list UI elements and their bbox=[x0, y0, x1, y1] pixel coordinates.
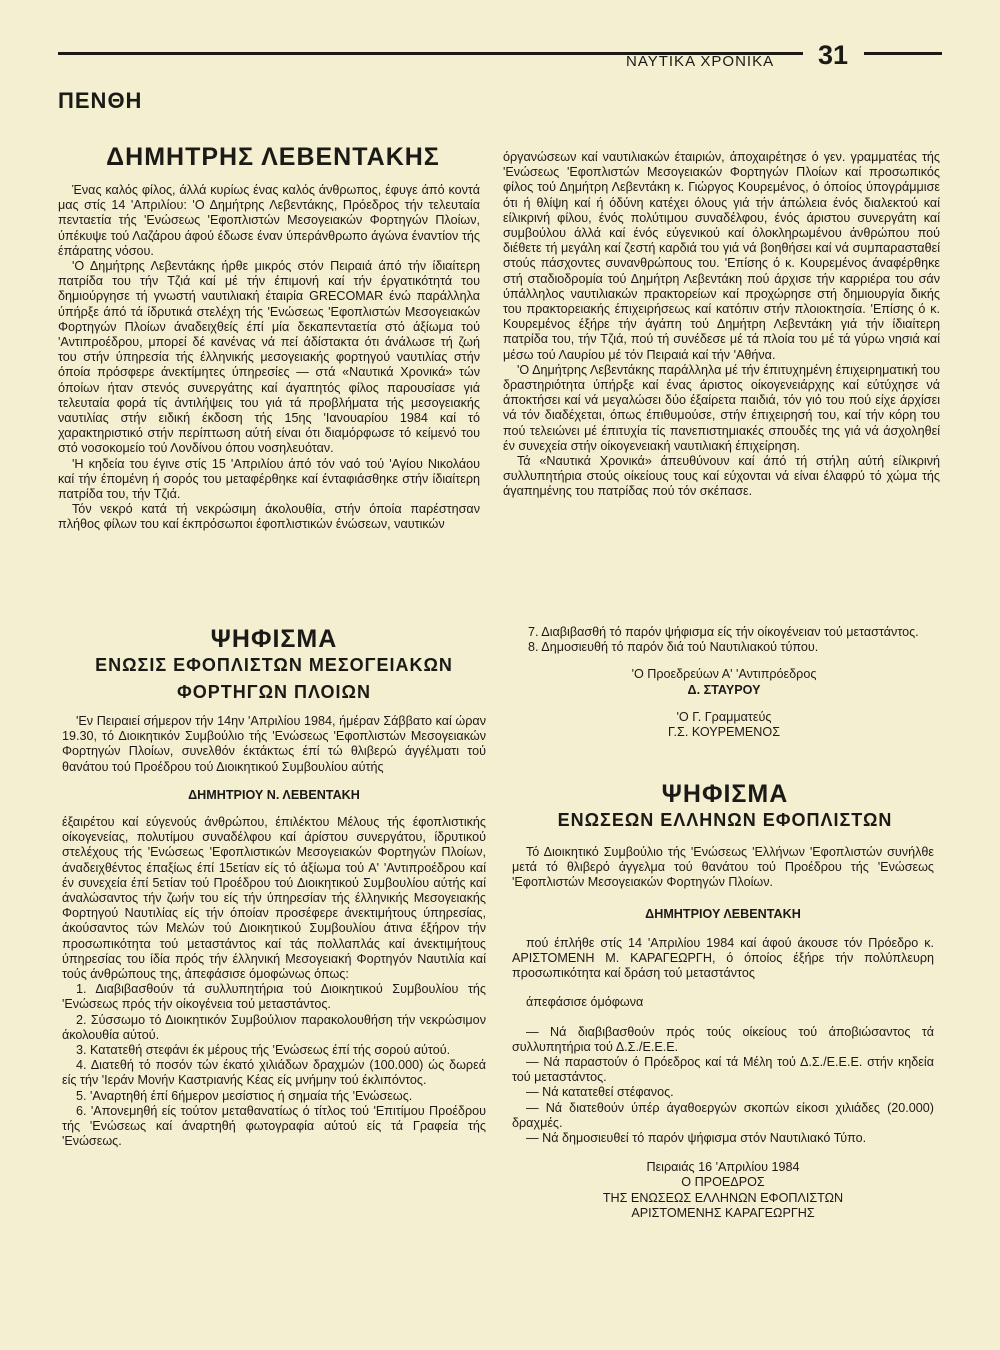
obituary-right-column bbox=[503, 150, 940, 500]
obituary-paragraph: Τά «Ναυτικά Χρονικά» άπευθύνουν καί άπό τή στήλη αύτή είλικρινή συλλυπητήρια στούς οίκείους τους καί εύχονται νά είναι έλαφρύ τό χώμα τής άγαπημένης του πατρίδας πού τόν σκέπασε. bbox=[503, 454, 940, 499]
list-item: — Νά παραστούν ό Πρόεδρος καί τά Μέλη τού Δ.Σ./Ε.Ε.Ε. στήν κηδεία τού μεταστάντος. bbox=[512, 1055, 934, 1085]
resolution1-column bbox=[62, 714, 486, 1149]
section-title: ΠΕΝΘΗ bbox=[58, 88, 143, 113]
resolution1-title: ΨΗΦΙΣΜΑ bbox=[210, 625, 338, 653]
magazine-title: ΝΑΥΤΙΚΑ ΧΡΟΝΙΚΑ bbox=[626, 53, 775, 70]
list-item: 1. Διαβιβασθούν τά συλλυπητήρια τού Διοικητικού Συμβουλίου τής 'Ενώσεως πρός τήν οίκογένεια τού μεταστάντος. bbox=[62, 982, 486, 1012]
list-item: — Νά δημοσιευθεί τό παρόν ψήφισμα στόν Ναυτιλιακό Τύπο. bbox=[526, 1131, 867, 1146]
resolution2-body: πού έπλήθε στίς 14 'Απριλίου 1984 καί άφού άκουσε τόν Πρόεδρο κ. ΑΡΙΣΤΟΜΕΝΗ Μ. ΚΑΡΑΓΕΩΡΓΗ, ό όποίος έξήρε τήν πολύπλευρη προσωπικότητα καί δράση τού μεταστάντος bbox=[512, 935, 934, 981]
resolution2-name: ΔΗΜΗΤΡΙΟΥ ΛΕΒΕΝΤΑΚΗ bbox=[645, 906, 801, 921]
resolution2-column bbox=[512, 845, 934, 1221]
resolution1-list bbox=[62, 982, 486, 1149]
obituary-paragraph: Ένας καλός φίλος, άλλά κυρίως ένας καλός άνθρωπος, έφυγε άπό κοντά μας στίς 14 'Απριλίου: 'Ο Δημήτρης Λεβεντάκης, Πρόεδρος τήν τελευταία πενταετία τής 'Ενώσεως 'Εφοπλιστών Μεσογειακών Φορτηγών Πλοίων, ύπέκυψε τού Λαζάρου άφού έδωσε έναν ύπεράνθρωπο άγώνα έναντίον τής έπάρατης νόσου. bbox=[58, 183, 480, 258]
president-organization: ΤΗΣ ΕΝΩΣΕΩΣ ΕΛΛΗΝΩΝ ΕΦΟΠΛΙΣΤΩΝ bbox=[602, 1190, 844, 1205]
header-rule-right bbox=[864, 52, 942, 55]
signatory-1-role: 'Ο Προεδρεύων Α' 'Αντιπρόεδρος bbox=[631, 667, 817, 682]
obituary-left-column bbox=[58, 183, 480, 533]
list-item: 6. 'Απονεμηθή είς τούτον μεταθανατίως ό τίτλος τού 'Επιτίμου Προέδρου τής 'Ενώσεως καί άναρτηθή φωτογραφία αύτού είς τά Γραφεία τής 'Ενώσεως. bbox=[62, 1103, 486, 1149]
resolution2-decided: άπεφάσισε όμόφωνα bbox=[526, 995, 644, 1010]
list-item: 7. Διαβιβασθή τό παρόν ψήφισμα είς τήν οίκογένειαν τού μεταστάντος. bbox=[528, 625, 919, 639]
list-item: 4. Διατεθή τό ποσόν τών έκατό χιλιάδων δραχμών (100.000) ώς δωρεά είς τήν 'Ιεράν Μονήν Καστριανής Κέας είς μνήμην τού έκλιπόντος. bbox=[62, 1058, 486, 1088]
resolution2-title: ΨΗΦΙΣΜΑ bbox=[661, 780, 789, 808]
resolution1-intro: 'Εν Πειραιεί σήμερον τήν 14ην 'Απριλίου 1984, ήμέραν Σάββατο καί ώραν 19.30, τό Διοικητικόν Συμβούλιο τής 'Ενώσεως 'Εφοπλιστών Μεσογειακών Φορτηγών Πλοίων, συνελθόν έκτάκτως έπί τώ θλιβερώ άγγέλματι τού θανάτου τού Προέδρου τού Διοικητικού Συμβουλίου αύτής bbox=[62, 714, 486, 774]
obituary-title: ΔΗΜΗΤΡΗΣ ΛΕΒΕΝΤΑΚΗΣ bbox=[106, 143, 440, 171]
resolution1-body: έξαιρέτου καί εύγενούς άνθρώπου, έπιλέκτου Μέλους τής έφοπλιστικής οίκογενείας, πολυτίμου συναδέλφου καί άρίστου συνεργάτου, ίδρυτικού στελέχους τής 'Ενώσεως 'Εφοπλιστικών Μεσογειακών Φορτηγών Πλοίων, άναδειχθέντος έπαξίως έπί 15ετίαν είς τό άξίωμα τού Α' 'Αντιπροέδρου καί έν συνεχεία έπί 5ετίαν τού Προέδρου τού Διοικητικού Συμβουλίου αύτής καί άναλώσαντος τήν ζωήν του είς τήν ύπηρεσίαν τής έλληνικής Μεσογειακής Φορτηγού Ναυτιλίας είς τήν όποίαν προσέφερε άνεκτιμήτους ύπηρεσίας, άκούσαντος τών Μελών τού Διοικητικού Συμβουλίου άτινα έξήρον τήν προσωπικότητα τού μεταστάντος καί τάς πολλαπλάς καί άνεκτιμήτους ύπηρεσίας του ίδία πρός τήν έλληνική Μεσογειακή Φορτηγόν Ναυτιλία καί τούς άνθρώπους της, άπεφάσισε όμοφώνως όπως: bbox=[62, 815, 486, 982]
list-item: 2. Σύσσωμο τό Διοικητικόν Συμβούλιον παρακολουθήση τήν νεκρώσιμον άκολουθία αύτού. bbox=[62, 1012, 486, 1042]
list-item: 3. Κατατεθή στεφάνι έκ μέρους τής 'Ενώσεως έπί τής σορού αύτού. bbox=[76, 1043, 451, 1058]
obituary-paragraph: όργανώσεων καί ναυτιλιακών έταιριών, άποχαιρέτησε ό γεν. γραμματέας τής 'Ενώσεως 'Εφοπλιστών Μεσογειακών Φορτηγών Πλοίων καί προσωπικός φίλος τού Δημήτρη Λεβεντάκη κ. Γιώργος Κουρεμένος, ό όποίος ύπογράμμισε ότι ή θλίψη καί ή όδύνη κατέχει όλους γιά τήν άπώλεια ένός διαλεκτού καί είλικρινή φίλου, ένός πολύτιμου συναδέλφου, ένός άριστου συνεργάτη καί συμβούλου άλλά καί ένός εύγενικού καί όλοκληρωμένου άνθρώπου πού διέθετε τή μεγάλη καί ζεστή καρδιά του γιά νά βοηθήσει καί νά συμπαρασταθεί στούς πάσχοντες συνανθρώπους του. 'Επίσης ό κ. Κουρεμένος άναφέρθηκε στή σταδιοδρομία τού Δημήτρη Λεβεντάκη πού άρχισε τήν καρριέρα του σάν ύπάλληλος ναυτιλιακών πρακτορείων καί προχώρησε στή δημιουργία δικής του πρακτορειακής έπιχειρήσεως καί κατόπιν στήν πλοιοκτησία. 'Επίσης ό κ. Κουρεμένος έξήρε τήν άγάπη τού Δημήτρη Λεβεντάκη γιά τήν ίδιαίτερη πατρίδα του, τήν Τζιά, πού τή συνέδεσε μέ τά πλοία του μέ τά γύρω νησιά καί μέσω τού Λαυρίου μέ τόν Πειραιά καί τήν 'Αθήνα. bbox=[503, 150, 940, 362]
president-role: Ο ΠΡΟΕΔΡΟΣ bbox=[681, 1175, 765, 1190]
resolution1-name: ΔΗΜΗΤΡΙΟΥ Ν. ΛΕΒΕΝΤΑΚΗ bbox=[188, 787, 360, 802]
obituary-paragraph: Τόν νεκρό κατά τή νεκρώσιμη άκολουθία, στήν όποία παρέστησαν πλήθος φίλων του καί έκπρόσωποι έφοπλιστικών ένώσεων, ναυτικών bbox=[58, 502, 480, 532]
signatory-2-name: Γ.Σ. ΚΟΥΡΕΜΕΝΟΣ bbox=[667, 725, 780, 740]
resolution1-continued bbox=[514, 625, 934, 740]
signatory-2-role: 'Ο Γ. Γραμματεύς bbox=[676, 709, 772, 724]
page-number: 31 bbox=[818, 40, 849, 70]
obituary-paragraph: 'Ο Δημήτρης Λεβεντάκης παράλληλα μέ τήν έπιτυχημένη έπιχειρηματική του δραστηριότητα ύπήρξε καί ένας άριστος οίκογενειάρχης καί εύτύχησε νά άποκτήσει καί νά μεγαλώσει δύο έξαίρετα παιδιά, τόν γιό του πού είχε άρχίσει νά τόν διαδέχεται, όπως έπιθυμούσε, στήν έπιχειρησή του, καί τήν κόρη του πού τελειώνει μέ έπιτυχία τίς πανεπιστημιακές σπουδές της γιά νά άσχοληθεί έν συνεχεία στήν οίκογενειακή ναυτιλιακή έπιχείρηση. bbox=[503, 362, 940, 453]
list-item: — Νά κατατεθεί στέφανος. bbox=[526, 1085, 674, 1100]
president-name: ΑΡΙΣΤΟΜΕΝΗΣ ΚΑΡΑΓΕΩΡΓΗΣ bbox=[631, 1205, 815, 1220]
signatory-1-name: Δ. ΣΤΑΥΡΟΥ bbox=[687, 682, 761, 697]
list-item: — Νά διαβιβασθούν πρός τούς οίκείους τού άποβιώσαντος τά συλλυπητήρια τού Δ.Σ./Ε.Ε.Ε. bbox=[512, 1024, 934, 1054]
resolution1-subtitle-1: ΕΝΩΣΙΣ ΕΦΟΠΛΙΣΤΩΝ ΜΕΣΟΓΕΙΑΚΩΝ bbox=[95, 655, 453, 675]
list-item: — Νά διατεθούν ύπέρ άγαθοεργών σκοπών είκοσι χιλιάδες (20.000) δραχμές. bbox=[512, 1100, 934, 1130]
resolution2-subtitle: ΕΝΩΣΕΩΝ ΕΛΛΗΝΩΝ ΕΦΟΠΛΙΣΤΩΝ bbox=[557, 810, 893, 830]
resolution2-intro: Τό Διοικητικό Συμβούλιο τής 'Ενώσεως 'Ελλήνων 'Εφοπλιστών συνήλθε μετά τό θλιβερό άγγελμα τού θανάτου τού Προέδρου τής 'Ενώσεως 'Εφοπλιστών Μεσογειακών Φορτηγών Πλοίων. bbox=[512, 845, 934, 890]
resolution1-subtitle-2: ΦΟΡΤΗΓΩΝ ΠΛΟΙΩΝ bbox=[177, 682, 371, 702]
resolution2-list bbox=[512, 1025, 934, 1147]
list-item: 8. Δημοσιευθή τό παρόν διά τού Ναυτιλιακού τύπου. bbox=[528, 640, 819, 655]
obituary-paragraph: 'Ο Δημήτρης Λεβεντάκης ήρθε μικρός στόν Πειραιά άπό τήν ίδιαίτερη πατρίδα του τήν Τζιά καί μέ τήν έπιμονή καί τήν έργατικότητά του δημιούργησε τή γνωστή ναυτιλιακή έταιρία GRECOMAR ένώ παράλληλα ύπήρξε άπό τά ίδρυτικά στελέχη τής 'Ενώσεως 'Εφοπλιστών Μεσογειακών Φορτηγών Πλοίων άναδειχθείς έπί μία δεκαπενταετία στό άξίωμα τού 'Αντιπροέδρου, μπορεί δέ κανένας νά πεί άδίστακτα ότι άνάλωσε τή ζωή του στήν ύπηρεσία τής έλληνικής μεσογειακής φορτηγού ναυτιλίας στήν όποία πρόσφερε άνεκτίμητες ύπηρεσίες — στά «Ναυτικά Χρονικά» τών όποίων ήταν στενός συνεργάτης καί άγαπητός φίλος παρουσίασε γιά τελευταία φορά τίς άντιλήψεις του γιά τά προβλήματα τής μεσογειακής ναυτιλίας στήν ειδική έκδοση τής 15ης 'Ιανουαρίου 1984 καί τό χαρακτηριστικό στήν περίπτωση αύτή είναι ότι διαμόρφωσε τό κείμενό του στό νοσοκομείο τού Λονδίνου όπου νοσηλευόταν. bbox=[58, 259, 480, 456]
obituary-paragraph: 'Η κηδεία του έγινε στίς 15 'Απριλίου άπό τόν ναό τού 'Αγίου Νικολάου καί τήν έπομένη ή σορός του μεταφέρθηκε καί ένταφιάσθηκε στήν ίδιαίτερη πατρίδα του, τήν Τζιά. bbox=[58, 456, 480, 502]
list-item: 5. 'Αναρτηθή έπί 6ήμερον μεσίστιος ή σημαία τής 'Ενώσεως. bbox=[76, 1088, 413, 1103]
resolution1-list-cont bbox=[514, 625, 934, 655]
place-date: Πειραιάς 16 'Απριλίου 1984 bbox=[646, 1160, 800, 1175]
